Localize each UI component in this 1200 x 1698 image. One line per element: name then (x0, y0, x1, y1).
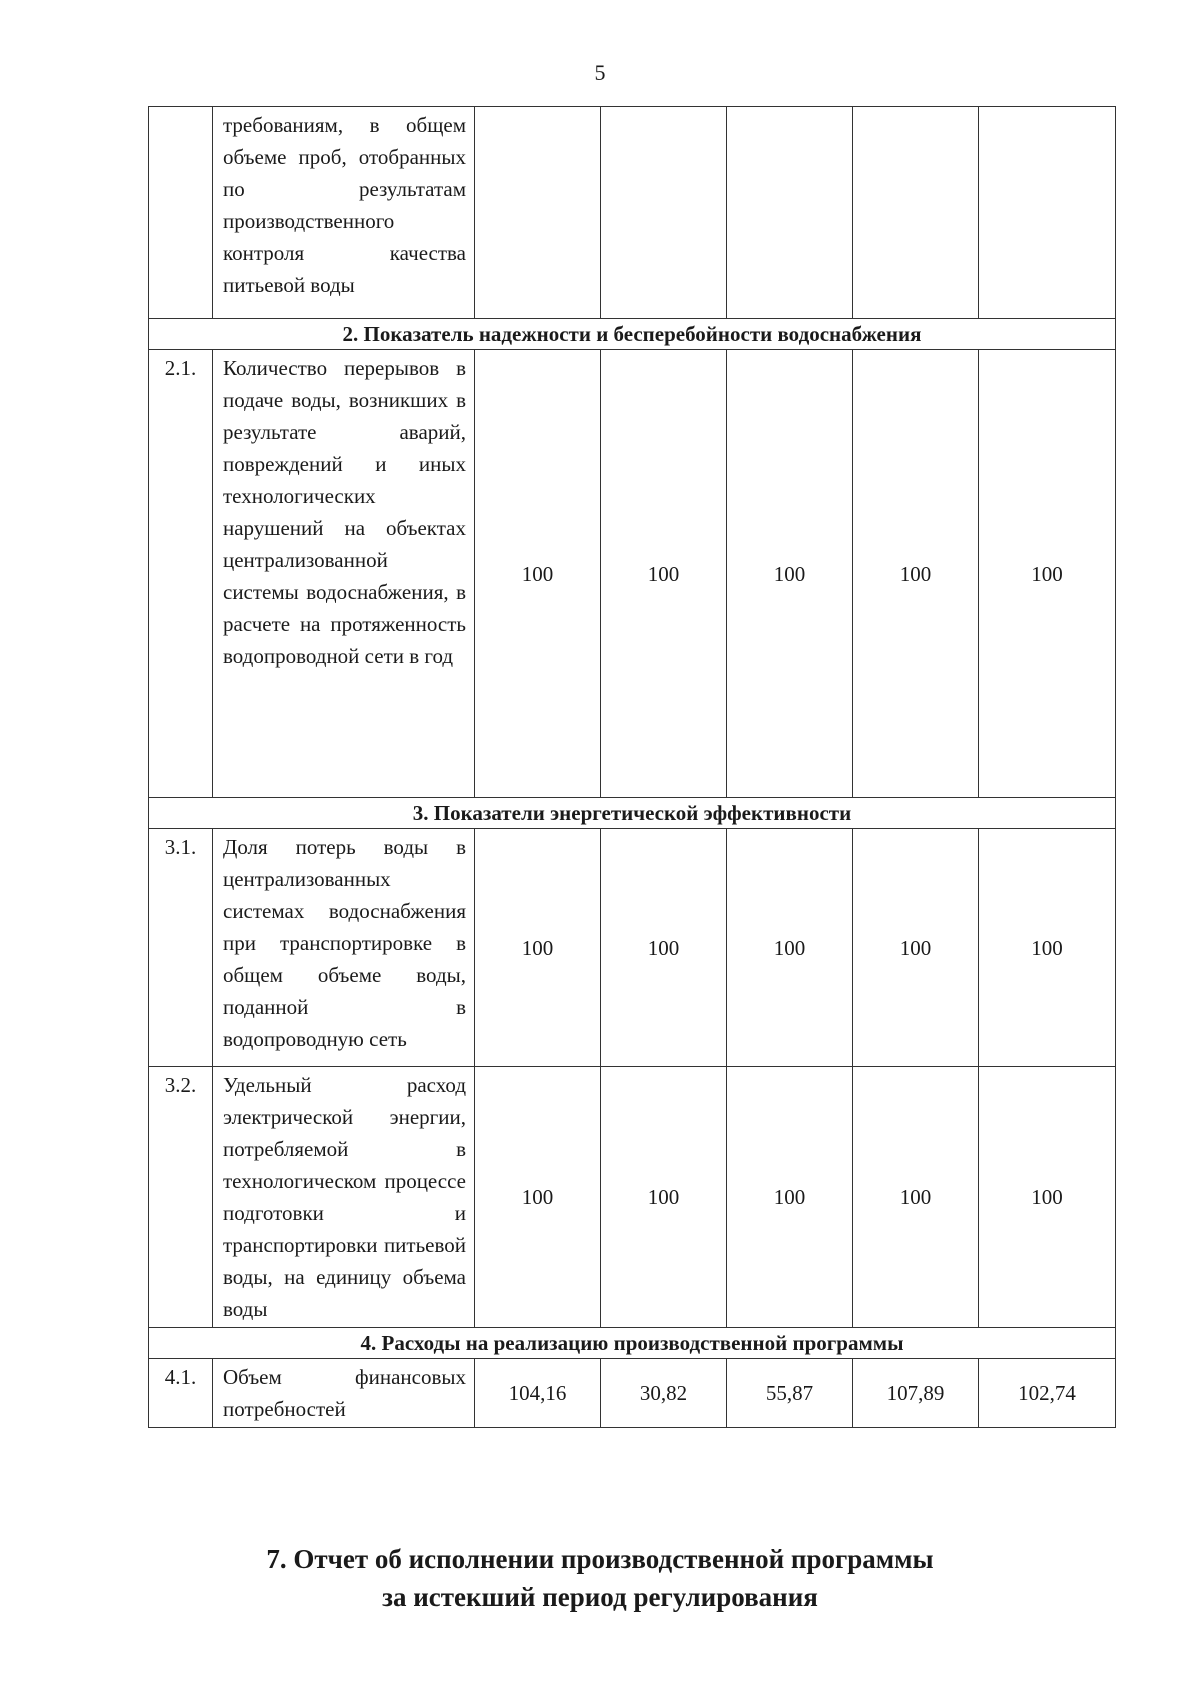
indicators-table (148, 106, 1116, 1428)
table-row (149, 107, 1116, 319)
section-title: 4. Расходы на реализацию производственной программы (149, 1328, 1116, 1359)
indicator-name: Количество перерывов в подаче воды, возникших в результате аварий, повреждений и иных технологических нарушений на объектах централизованной системы водоснабжения, в расчете на протяженность водопроводной сети в год (213, 350, 475, 798)
section-row (149, 319, 1116, 350)
indicator-value: 100 (979, 1067, 1116, 1328)
indicator-name: Доля потерь воды в централизованных системах водоснабжения при транспортировке в общем объеме воды, поданной в водопроводную сеть (213, 829, 475, 1067)
page-number: 5 (594, 60, 606, 85)
indicator-value: 107,89 (853, 1359, 979, 1428)
indicator-value: 30,82 (601, 1359, 727, 1428)
section-heading (0, 1540, 1200, 1616)
row-number: 3.2. (149, 1067, 213, 1328)
row-number: 2.1. (149, 350, 213, 798)
row-number: 3.1. (149, 829, 213, 1067)
heading-line-1: 7. Отчет об исполнении производственной программы (266, 1544, 934, 1574)
indicator-value: 100 (601, 1067, 727, 1328)
indicator-value (979, 107, 1116, 319)
indicator-value: 100 (475, 829, 601, 1067)
indicator-value (601, 107, 727, 319)
indicator-value: 100 (853, 829, 979, 1067)
indicator-value: 100 (979, 829, 1116, 1067)
section-title: 2. Показатель надежности и бесперебойности водоснабжения (149, 319, 1116, 350)
indicator-name: Объем финансовых потребностей (213, 1359, 475, 1428)
table-row (149, 350, 1116, 798)
indicator-value: 100 (853, 1067, 979, 1328)
section-row (149, 1328, 1116, 1359)
table-row (149, 829, 1116, 1067)
indicator-name: Удельный расход электрической энергии, потребляемой в технологическом процессе подготовки и транспортировки питьевой воды, на единицу объема воды (213, 1067, 475, 1328)
indicator-value (853, 107, 979, 319)
indicator-value: 100 (727, 1067, 853, 1328)
row-number: 4.1. (149, 1359, 213, 1428)
section-title: 3. Показатели энергетической эффективности (149, 798, 1116, 829)
indicator-value: 55,87 (727, 1359, 853, 1428)
heading-line-2: за истекший период регулирования (382, 1582, 818, 1612)
indicator-value: 100 (475, 350, 601, 798)
indicator-value: 100 (979, 350, 1116, 798)
indicator-value: 100 (727, 829, 853, 1067)
indicator-value: 100 (601, 350, 727, 798)
indicator-value: 100 (853, 350, 979, 798)
indicator-value: 100 (475, 1067, 601, 1328)
indicator-value: 100 (727, 350, 853, 798)
table-row (149, 1359, 1116, 1428)
section-row (149, 798, 1116, 829)
indicator-name: требованиям, в общем объеме проб, отобранных по результатам производственного контроля качества питьевой воды (213, 107, 475, 319)
row-number (149, 107, 213, 319)
indicator-value (475, 107, 601, 319)
indicator-value: 104,16 (475, 1359, 601, 1428)
indicator-value: 102,74 (979, 1359, 1116, 1428)
table-row (149, 1067, 1116, 1328)
indicator-value: 100 (601, 829, 727, 1067)
indicator-value (727, 107, 853, 319)
